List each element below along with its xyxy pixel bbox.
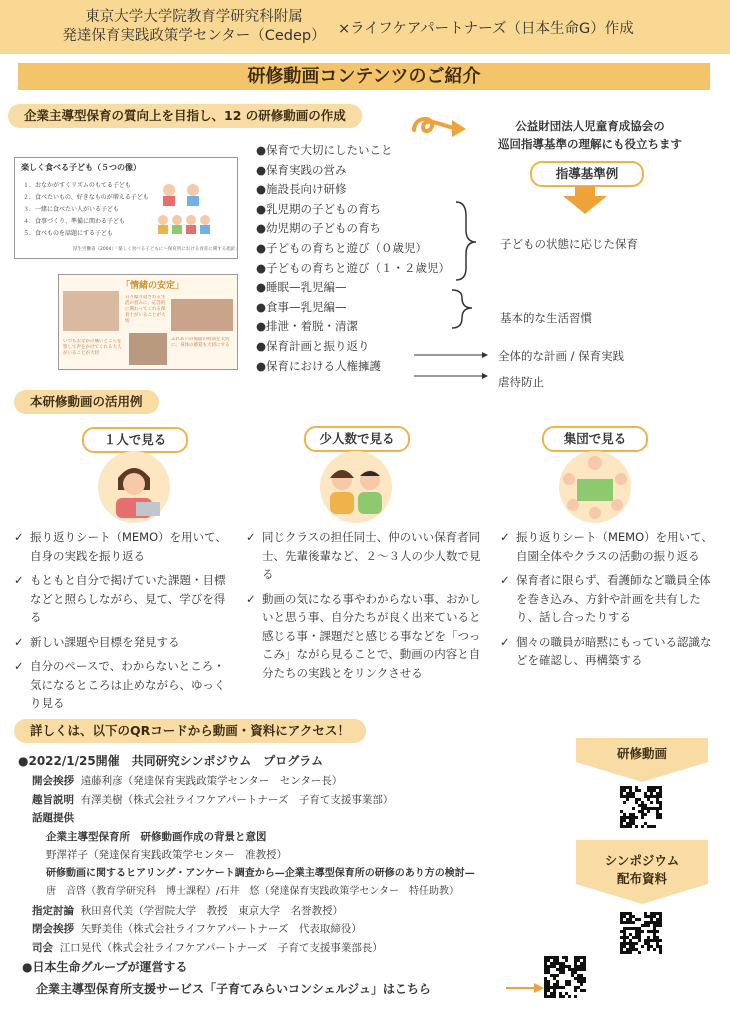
video-list-item: ●保育で大切にしたいこと bbox=[256, 143, 393, 157]
right-arrow-icon bbox=[506, 982, 544, 994]
program-line bbox=[32, 865, 475, 884]
usage-item-text: もともと自分で掲げていた課題・目標などと照らしながら、見て、学びを得る bbox=[30, 573, 226, 624]
category-child-state: 子どもの状態に応じた保育 bbox=[500, 237, 638, 251]
usage-item bbox=[500, 528, 714, 565]
check-icon: ✓ bbox=[246, 591, 256, 606]
card-emotion-title: 「情緒の安定」 bbox=[121, 281, 185, 291]
video-list-item: ●保育計画と振り返り bbox=[256, 338, 370, 353]
usage-item bbox=[246, 528, 486, 584]
card-emotion-text3: ふれあいの場面の時間を大切に、身体の感覚も大切にする bbox=[171, 337, 230, 348]
symposium-qr-label-line1: シンポジウム bbox=[604, 853, 680, 868]
program-text: 研修動画に関するヒアリング・アンケート調査から—企業主導型保育所の研修のあり方の検討— bbox=[46, 867, 475, 879]
header-org bbox=[44, 8, 344, 46]
program-line bbox=[32, 939, 475, 958]
usage-item bbox=[500, 571, 714, 627]
swirl-arrow-icon bbox=[410, 112, 470, 142]
guide-intro-line2: 巡回指導基準の理解にも役立ちます bbox=[498, 137, 682, 151]
service-link[interactable]: 企業主導型保育所支援サービス「子育てみらいコンシェルジュ」はこちら bbox=[36, 982, 431, 996]
video-list-item: ●幼児期の子どもの育ち bbox=[256, 221, 382, 236]
program-line bbox=[32, 791, 475, 810]
photo-caregiver bbox=[171, 299, 233, 331]
usage-item bbox=[14, 657, 236, 713]
person-laptop-illustration-icon bbox=[94, 450, 174, 524]
photo-child bbox=[129, 333, 167, 365]
card-emotion-text2: いつもおなかの痛いところを察して声をかけてくれる大人がいることが大切 bbox=[63, 339, 122, 356]
program-text: 江口晃代（株式会社ライフケアパートナーズ 子育て支援事業部長） bbox=[59, 941, 383, 954]
card-food-item: １．おなかがすくリズムのもてる子ども bbox=[23, 182, 131, 189]
video-qr-label: 研修動画 bbox=[616, 746, 667, 761]
header-line1: 東京大学大学院教育学研究科附属 bbox=[85, 9, 303, 25]
section2-pill: 本研修動画の活用例 bbox=[14, 390, 159, 414]
header-partner: ×ライフケアパートナーズ（日本生命G）作成 bbox=[338, 21, 634, 37]
check-icon: ✓ bbox=[500, 530, 510, 544]
section1-pill: 企業主導型保育の質向上を目指し、12 の研修動画の作成 bbox=[8, 104, 362, 128]
program-role: 閉会挨拶 bbox=[32, 923, 74, 935]
video-qr-code[interactable] bbox=[620, 786, 662, 828]
usage-item-text: 振り返りシート（MEMO）を用いて、自身の実践を振り返る bbox=[30, 530, 227, 563]
card-food-item: ２．食べたいもの、好きなものが増える子ども bbox=[23, 194, 149, 201]
mode-alone-label: １人で見る bbox=[82, 427, 188, 453]
usage-item bbox=[14, 528, 236, 565]
photo-baby-sleeping bbox=[63, 291, 119, 331]
program-text: 企業主導型保育所 研修動画作成の背景と意図 bbox=[46, 830, 267, 843]
program-line bbox=[32, 883, 475, 902]
section3-pill: 詳しくは、以下のQRコードから動画・資料にアクセス！ bbox=[14, 719, 366, 743]
check-icon: ✓ bbox=[500, 573, 510, 587]
sample-card-emotion bbox=[58, 274, 238, 370]
program-text: 矢野美佳（株式会社ライフケアパートナーズ 代表取締役） bbox=[80, 923, 362, 935]
bracket-lines bbox=[452, 198, 482, 348]
check-icon: ✓ bbox=[14, 659, 24, 673]
program-role: 指定討論 bbox=[32, 904, 74, 917]
usage-item bbox=[500, 633, 714, 670]
alone-usage-list bbox=[14, 528, 236, 719]
program-text: 唐 音啓（教育学研究科 博士課程）/石井 悠（発達保育実践政策学センター 特任助教） bbox=[46, 886, 459, 897]
down-arrow-icon bbox=[563, 186, 607, 214]
card-food-note: 厚生労働省（2004）「楽しく食べる子どもに～保育所における食育に関する指針」 bbox=[73, 247, 240, 252]
video-list-item: ●保育実践の営み bbox=[256, 162, 347, 177]
children-illustration-icon bbox=[155, 178, 231, 240]
card-food-item: ３．一緒に食べたい人がいる子ども bbox=[23, 206, 120, 213]
card-food-item: ５．食べものを話題にする子ども bbox=[23, 230, 114, 237]
video-list-item: ●食事—乳児編— bbox=[256, 299, 347, 314]
program-text: 遠藤利彦（発達保育実践政策学センター センター長） bbox=[80, 775, 343, 787]
video-list-item: ●乳児期の子どもの育ち bbox=[256, 201, 382, 216]
usage-item-text: 動画の気になる事やわからない事、おかしいと思う事、自分たちが良く出来ていると感じる事・課題だと感じる事などを「つっこみ」ながら見ることで、動画の内容と自分たちの実践とをリンクさせる bbox=[262, 591, 481, 680]
usage-item-text: 同じクラスの担任同士、仲のいい保育者同士、先輩後輩など、２～３人の少人数で見る bbox=[262, 530, 481, 581]
check-icon: ✓ bbox=[14, 573, 24, 587]
video-list bbox=[256, 141, 450, 376]
group-usage-list bbox=[500, 528, 714, 676]
program-role: 開会挨拶 bbox=[32, 775, 74, 787]
video-list-item: ●睡眠—乳児編— bbox=[256, 280, 347, 295]
arrows-to-categories bbox=[412, 349, 492, 389]
two-people-illustration-icon bbox=[316, 450, 396, 524]
video-list-item: ●施設長向け研修 bbox=[256, 182, 347, 197]
program-role: 話題提供 bbox=[32, 812, 74, 824]
video-list-item: ●保育における人権擁護 bbox=[256, 358, 382, 373]
program-line bbox=[32, 920, 475, 939]
page-title: 研修動画コンテンツのご紹介 bbox=[18, 63, 710, 90]
video-list-item: ●排泄・着脱・清潔 bbox=[256, 319, 359, 334]
usage-item-text: 新しい課題や目標を発見する bbox=[30, 634, 180, 649]
mode-group-label: 集団で見る bbox=[542, 426, 648, 452]
group-meeting-illustration-icon bbox=[555, 449, 635, 525]
usage-item bbox=[14, 571, 236, 627]
program-line bbox=[32, 809, 475, 828]
header-line2: 発達保育実践政策学センター（Cedep） bbox=[62, 28, 326, 44]
guide-label: 指導基準例 bbox=[530, 161, 644, 187]
usage-item-text: 保育者に限らず、看護師など職員全体を巻き込み、方針や計画を共有したり、話し合ったりする bbox=[516, 573, 711, 624]
program-text: 秋田喜代美（学習院大学 教授 東京大学 名誉教授） bbox=[80, 904, 344, 917]
program-text: 野澤祥子（発達保育実践政策学センター 准教授） bbox=[46, 849, 288, 861]
program-title: ●2022/1/25開催 共同研究シンポジウム プログラム bbox=[18, 754, 324, 768]
card-food-title: 楽しく食べる子ども（５つの像） bbox=[21, 163, 141, 172]
symposium-qr-label-line2: 配布資料 bbox=[616, 871, 667, 886]
category-abuse-prevention: 虐待防止 bbox=[498, 375, 544, 389]
card-food-item: ４．食事づくり、準備に関わる子ども bbox=[23, 218, 126, 225]
guide-intro-line1: 公益財団法人児童育成協会の bbox=[515, 119, 665, 133]
program-lines bbox=[32, 772, 475, 957]
check-icon: ✓ bbox=[246, 530, 256, 544]
usage-item bbox=[246, 590, 486, 683]
program-line bbox=[32, 772, 475, 791]
nissay-note: ●日本生命グループが運営する bbox=[22, 960, 188, 974]
usage-item-text: 個々の職員が暗黙にもっている認識などを確認し、再構築する bbox=[516, 634, 712, 667]
program-text: 有澤美樹（株式会社ライフケアパートナーズ 子育て支援事業部） bbox=[80, 793, 394, 806]
program-line bbox=[32, 828, 475, 847]
program-line bbox=[32, 846, 475, 865]
guide-intro bbox=[470, 117, 710, 153]
program-line bbox=[32, 902, 475, 921]
category-plan-practice: 全体的な計画 / 保育実践 bbox=[498, 349, 625, 363]
check-icon: ✓ bbox=[14, 530, 24, 544]
sample-card-food bbox=[14, 157, 238, 259]
card-emotion-text1: 日々繰り返される生活の営みに、応答的に関わってくれる保育士がいることが大切 bbox=[125, 295, 166, 324]
symposium-qr-label bbox=[576, 852, 708, 888]
video-list-item: ●子どもの育ちと遊び（１・２歳児） bbox=[256, 260, 451, 275]
mode-small-group-label: 少人数で見る bbox=[304, 426, 410, 452]
card-food-list bbox=[23, 180, 149, 240]
program-role: 趣旨説明 bbox=[32, 793, 74, 806]
video-list-item: ●子どもの育ちと遊び（０歳児） bbox=[256, 240, 428, 255]
check-icon: ✓ bbox=[500, 634, 510, 649]
symposium-qr-code[interactable] bbox=[620, 912, 662, 954]
small-group-usage-list bbox=[246, 528, 486, 688]
check-icon: ✓ bbox=[14, 634, 24, 649]
service-qr-code[interactable] bbox=[544, 956, 586, 998]
usage-item-text: 振り返りシート（MEMO）を用いて、自園全体やクラスの活動の振り返る bbox=[516, 530, 713, 563]
usage-item bbox=[14, 633, 236, 652]
usage-item-text: 自分のペースで、わからないところ・気になるところは止めながら、ゆっくり見る bbox=[30, 659, 226, 710]
category-daily-habits: 基本的な生活習慣 bbox=[500, 311, 592, 325]
program-role: 司会 bbox=[32, 941, 53, 954]
